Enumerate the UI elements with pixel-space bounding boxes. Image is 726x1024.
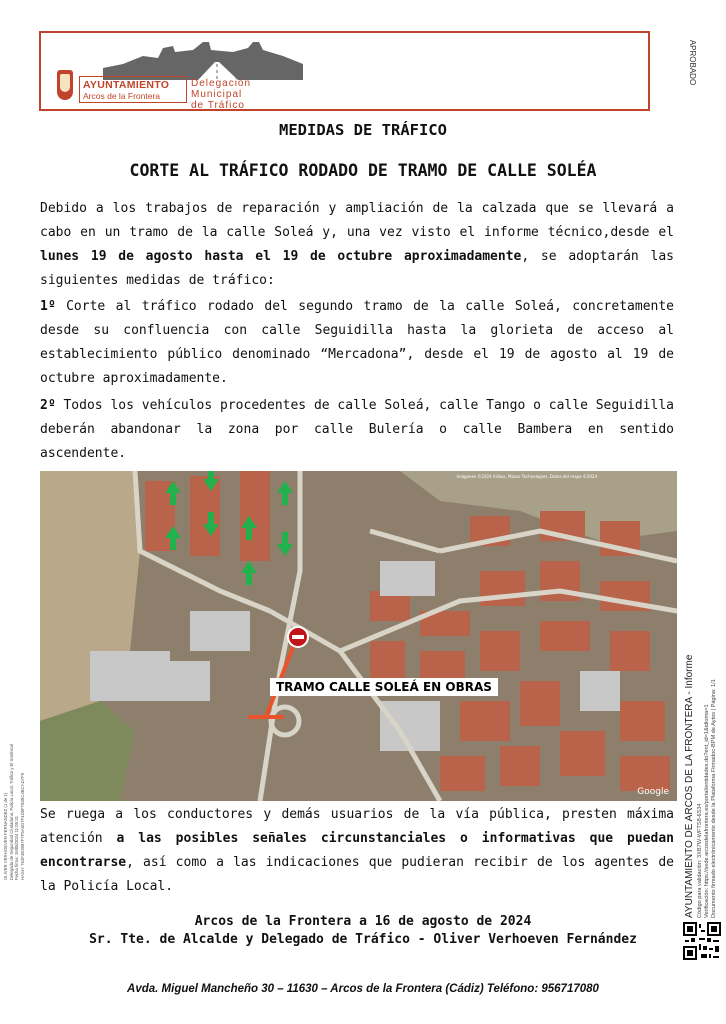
- page-title: MEDIDAS DE TRÁFICO: [279, 121, 447, 139]
- coat-of-arms-icon: [57, 70, 73, 100]
- validation-title: AYUNTAMIENTO DE ARCOS DE LA FRONTERA - Informe: [684, 654, 695, 918]
- closing-text-b: a las posibles señales circunstanciales o informativas que puedan encontrarse: [40, 831, 674, 870]
- measure-2-paragraph: [40, 394, 674, 466]
- validation-info: [680, 618, 724, 958]
- validation-code: Código para validación: 3XB7W-WFTS8-6S34: [697, 803, 703, 918]
- letterhead: [39, 31, 650, 111]
- ayuntamiento-label: AYUNTAMIENTO: [83, 79, 170, 91]
- skyline-graphic: [103, 38, 303, 80]
- municipal-logo: [53, 38, 293, 111]
- signature-date-stamp: Fecha firma: 16/08/2024 11:05:31: [14, 815, 19, 881]
- validation-url[interactable]: Verificación: https://sede.arcosdelafrontera.es/portal/entidades.do?ent_id=1&idioma=1: [704, 704, 710, 918]
- intro-paragraph: [40, 197, 674, 293]
- arcos-label: Arcos de la Frontera: [83, 91, 161, 101]
- signer-role: Delegado de Seguridad Ciudadana, Policía Local, Tráfico y El Santiscal: [8, 744, 14, 881]
- closing-text-c: , así como a las indicaciones que pudieran recibir de los agentes de la Policía Local.: [40, 855, 674, 894]
- signature-name: Sr. Tte. de Alcalde y Delegado de Tráfico - Oliver Verhoeven Fernández: [89, 932, 637, 947]
- measure-2-number: 2º: [40, 398, 56, 413]
- qr-code-icon: [683, 922, 721, 960]
- map-label: TRAMO CALLE SOLEÁ EN OBRAS: [270, 678, 498, 696]
- measure-1-number: 1º: [40, 299, 56, 314]
- signature-hash: HASH: 763F4E3987F7F5A6D7F4D0F7835C4BCAD7F9: [19, 772, 25, 881]
- map-attribution: Imágenes ©2024 Airbus, Maxar Technologies, Datos del mapa ©2024: [456, 474, 597, 479]
- measure-1-text: Corte al tráfico rodado del segundo tramo de la calle Soleá, concretamente desde su confluencia con calle Seguidilla hasta la glorieta de acceso al establecimiento público denominado “Mercadona”, desde el 19 de agosto al 19 de octubre aproximadamente.: [40, 299, 674, 386]
- delegacion-label: [191, 78, 293, 111]
- validation-platform: Documento firmado electrónicamente desde la Plataforma Firmadoc-BPM de Aytos | Página: 1/1: [711, 679, 717, 918]
- signer-name: OLIVER VERHOEVEN FERNANDEZ (1 de 1): [3, 792, 8, 881]
- signature-block: [3, 744, 25, 880]
- measure-2-text: Todos los vehículos procedentes de calle Soleá, calle Tango o calle Seguidilla deberán abandonar la zona por calle Bulería o calle Bambera en sentido ascendente.: [40, 398, 674, 461]
- google-watermark: Google: [637, 787, 669, 797]
- intro-text-a: Debido a los trabajos de reparación y ampliación de la calzada que se llevará a cabo en un tramo de la calle Soleá y, una vez visto el informe técnico,desde el: [40, 201, 674, 240]
- signature-date: Arcos de la Frontera a 16 de agosto de 2024: [194, 914, 532, 929]
- aprobado-stamp: [688, 40, 708, 100]
- intro-dates: lunes 19 de agosto hasta el 19 de octubre aproximadamente: [40, 249, 522, 264]
- closing-text-a: Se ruega a los conductores y demás usuarios de la vía pública, presten máxima atención: [40, 807, 674, 846]
- delegacion-line1: Delegación Municipal: [191, 78, 252, 100]
- footer-address: Avda. Miguel Mancheño 30 – 11630 – Arcos de la Frontera (Cádiz) Teléfono: 956717080: [127, 983, 599, 995]
- electronic-signature-info: [3, 744, 33, 1024]
- closing-paragraph: [40, 803, 674, 899]
- aprobado-text: APROBADO: [688, 39, 698, 86]
- satellite-map: [40, 471, 677, 801]
- intro-text-c: , se adoptarán las siguientes medidas de tráfico:: [40, 249, 674, 288]
- delegacion-line2: de Tráfico: [191, 100, 245, 111]
- page-subtitle: CORTE AL TRÁFICO RODADO DE TRAMO DE CALLE SOLÉA: [129, 161, 597, 180]
- measure-1-paragraph: [40, 295, 674, 391]
- map-graphic: [40, 471, 677, 801]
- ayuntamiento-box: [79, 76, 187, 103]
